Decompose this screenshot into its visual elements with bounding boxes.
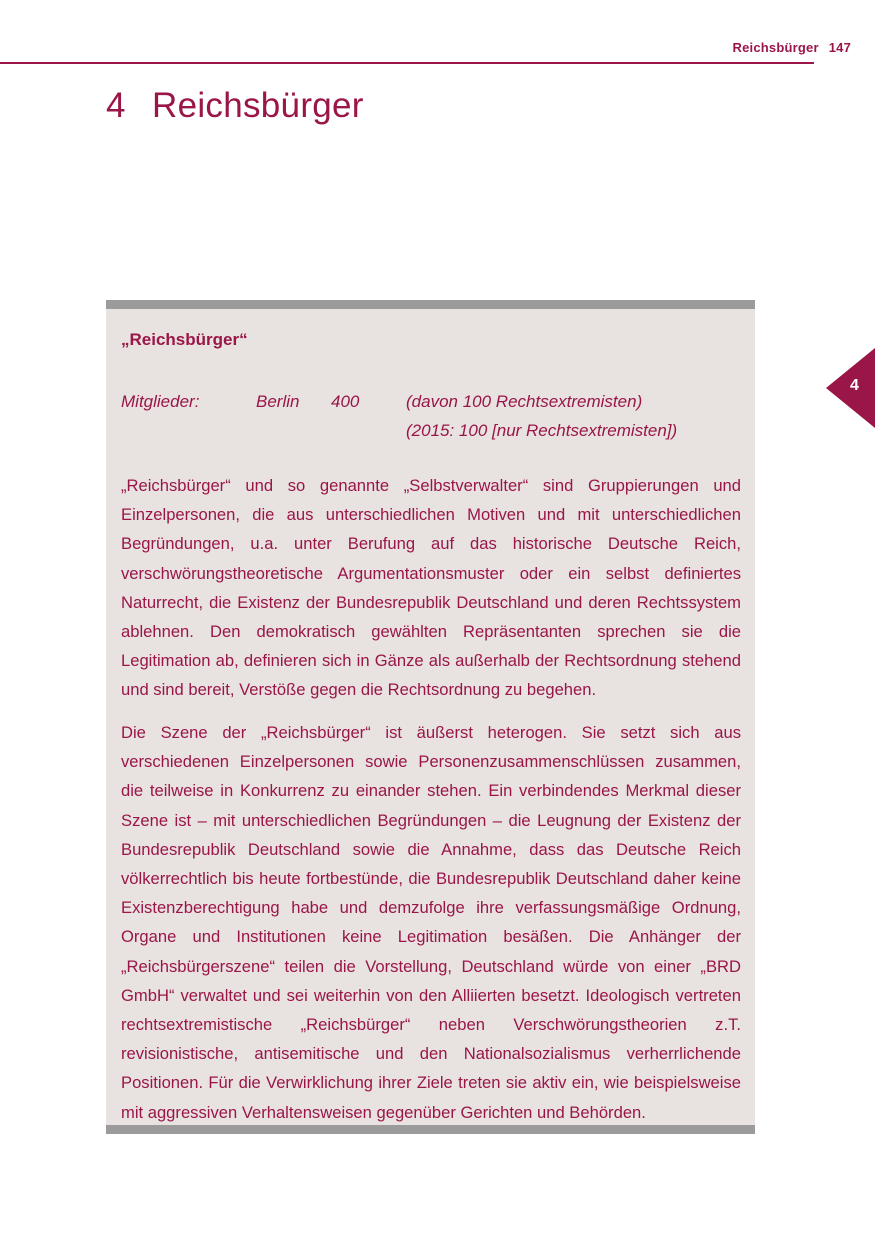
running-header (733, 40, 852, 55)
chapter-tab-label: 4 (850, 377, 859, 394)
paragraph-definition: „Reichsbürger“ und so genannte „Selbstverwalter“ sind Gruppierungen und Einzelpersonen, die aus unterschiedlichen Motiven und mit unterschiedlichen Begründungen, u.a. unter Berufung auf das historische Deutsche Reich, verschwörungstheoretische Argumentationsmuster oder ein selbst definiertes Naturrecht, die Existenz der Bundesrepublik Deutschland und deren Rechtssystem ablehnen. Den demokratisch gewählten Repräsentanten sprechen sie die Legitimation ab, definieren sich in Gänze als außerhalb der Rechtsordnung stehend und sind bereit, Verstöße gegen die Rechtsordnung zu begehen. (121, 476, 741, 700)
running-header-section: Reichsbürger (732, 40, 819, 55)
header-rule (0, 62, 814, 64)
page-number: 147 (828, 40, 851, 55)
chapter-title-text: Reichsbürger (152, 86, 364, 125)
info-box-title: „Reichsbürger“ (121, 330, 248, 349)
chapter-tab (826, 348, 875, 428)
members-count: 400 (331, 392, 360, 411)
chapter-title (106, 86, 364, 126)
info-box (106, 300, 755, 1134)
paragraph-scene: Die Szene der „Reichsbürger“ ist äußerst heterogen. Sie setzt sich aus verschiedenen Einzelpersonen sowie Personenzusammenschlüssen zusammen, die teilweise in Konkurrenz zu einander stehen. Ein verbindendes Merkmal dieser Szene ist – mit unterschiedlichen Begründungen – die Leugnung der Existenz der Bundesrepublik Deutschland sowie die Annahme, dass das Deutsche Reich völkerrechtlich bis heute fortbestünde, die Bundesrepublik Deutschland daher keine Existenzberechtigung habe und demzufolge ihre verfassungsmäßige Ordnung, Organe und Institutionen keine Legitimation besäßen. Die Anhänger der „Reichsbürgerszene“ teilen die Vorstellung, Deutschland würde von einer „BRD GmbH“ verwaltet und sei weiterhin von den Alliierten besetzt. Ideologisch vertreten rechtsextremistische „Reichsbürger“ neben Verschwörungstheorien z.T. revisionistische, antisemitische und den Nationalsozialismus verherrlichende Positionen. Für die Verwirklichung ihrer Ziele treten sie aktiv ein, wie beispielsweise mit aggressiven Verhaltensweisen gegenüber Gerichten und Behörden. (121, 723, 741, 1122)
chapter-number: 4 (106, 86, 126, 125)
members-city: Berlin (256, 392, 300, 411)
members-label: Mitglieder: (121, 392, 200, 411)
members-note: (davon 100 Rechtsextremisten) (406, 392, 643, 411)
members-previous: (2015: 100 [nur Rechtsextremisten]) (406, 421, 678, 440)
